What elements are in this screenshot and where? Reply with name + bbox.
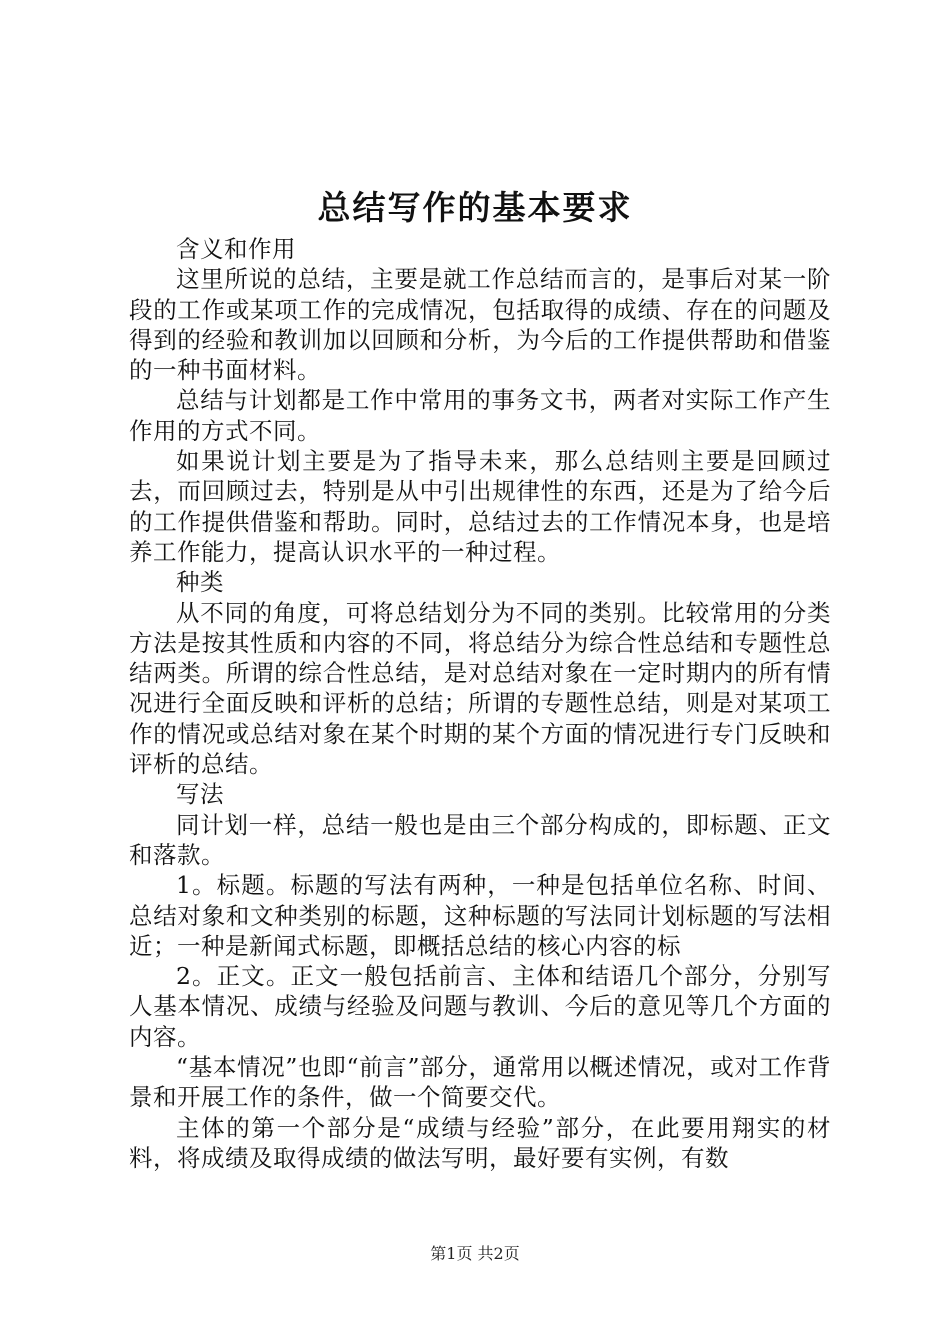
paragraph: 如果说计划主要是为了指导未来，那么总结则主要是回顾过去，而回顾过去，特别是从中引出规律性的东西，还是为了给今后的工作提供借鉴和帮助。同时，总结过去的工作情况本身，也是培养工作能力，提高认识水平的一种过程。 [129, 447, 831, 566]
document-title: 总结写作的基本要求 [317, 188, 633, 227]
paragraph: 同计划一样，总结一般也是由三个部分构成的，即标题、正文和落款。 [129, 810, 831, 869]
paragraph: 1。标题。标题的写法有两种，一种是包括单位名称、时间、总结对象和文种类别的标题，这种标题的写法同计划标题的写法相近；一种是新闻式标题，即概括总结的核心内容的标 [129, 871, 831, 960]
section-heading-types: 种类 [176, 568, 224, 597]
section-heading-writing: 写法 [176, 780, 224, 809]
paragraph: 主体的第一个部分是“成绩与经验”部分，在此要用翔实的材料，将成绩及取得成绩的做法写明，最好要有实例，有数 [129, 1113, 831, 1172]
section-heading-meaning: 含义和作用 [176, 235, 296, 263]
paragraph: 总结与计划都是工作中常用的事务文书，两者对实际工作产生作用的方式不同。 [129, 386, 831, 445]
document-body [129, 234, 831, 1173]
page-footer: 第1页 共2页 [430, 1244, 520, 1263]
paragraph: “基本情况”也即“前言”部分，通常用以概述情况，或对工作背景和开展工作的条件，做一个简要交代。 [129, 1053, 831, 1112]
paragraph: 2。正文。正文一般包括前言、主体和结语几个部分，分别写人基本情况、成绩与经验及问题与教训、今后的意见等几个方面的内容。 [129, 962, 831, 1051]
paragraph: 从不同的角度，可将总结划分为不同的类别。比较常用的分类方法是按其性质和内容的不同，将总结分为综合性总结和专题性总结两类。所谓的综合性总结，是对总结对象在一定时期内的所有情况进行全面反映和评析的总结；所谓的专题性总结，则是对某项工作的情况或总结对象在某个时期的某个方面的情况进行专门反映和评析的总结。 [129, 598, 831, 779]
paragraph: 这里所说的总结，主要是就工作总结而言的，是事后对某一阶段的工作或某项工作的完成情况，包括取得的成绩、存在的问题及得到的经验和教训加以回顾和分析，为今后的工作提供帮助和借鉴的一种书面材料。 [129, 265, 831, 385]
